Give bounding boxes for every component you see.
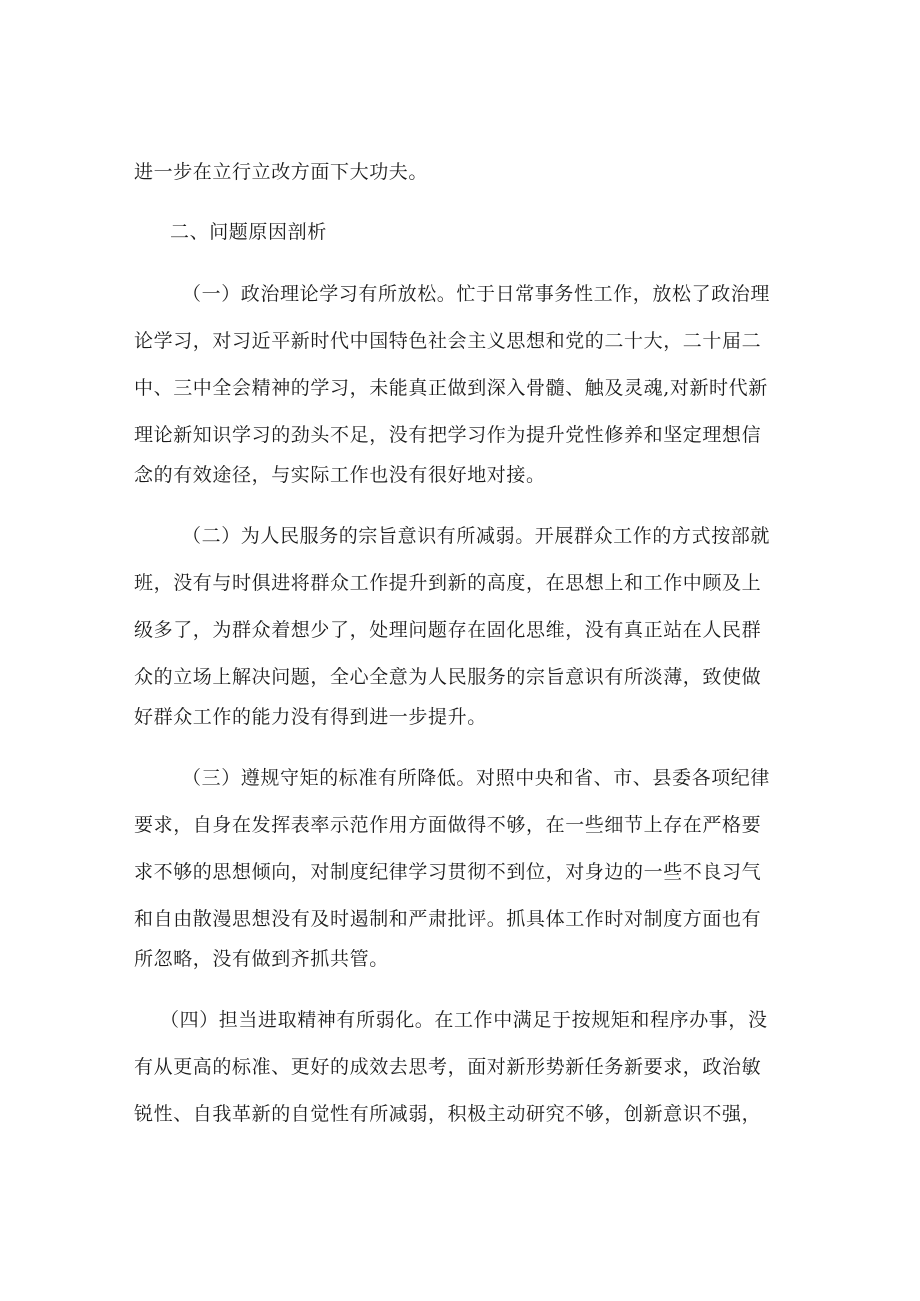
- paragraph-1-line-2: 论学习，对习近平新时代中国特色社会主义思想和党的二十大，二十届二: [134, 330, 762, 352]
- paragraph-3-line-5: 所忽略，没有做到齐抓共管。: [134, 948, 389, 970]
- paragraph-3-line-4: 和自由散漫思想没有及时遏制和严肃批评。抓具体工作时对制度方面也有: [134, 908, 762, 930]
- paragraph-4-line-3: 锐性、自我革新的自觉性有所减弱，积极主动研究不够，创新意识不强，: [134, 1103, 762, 1125]
- paragraph-4-line-1: （四）担当进取精神有所弱化。在工作中满足于按规矩和程序办事，没: [160, 1009, 768, 1031]
- paragraph-3-line-1: （三）遵规守矩的标准有所降低。对照中央和省、市、县委各项纪律: [182, 767, 771, 789]
- paragraph-2-line-3: 级多了，为群众着想少了，处理问题存在固化思维，没有真正站在人民群: [134, 619, 762, 641]
- paragraph-3-line-3: 求不够的思想倾向，对制度纪律学习贯彻不到位，对身边的一些不良习气: [134, 861, 762, 883]
- paragraph-2-line-1: （二）为人民服务的宗旨意识有所减弱。开展群众工作的方式按部就: [182, 525, 771, 547]
- paragraph-2-line-2: 班，没有与时俱进将群众工作提升到新的高度，在思想上和工作中顾及上: [134, 572, 762, 594]
- section-heading: 二、问题原因剖析: [170, 221, 327, 243]
- paragraph-4-line-2: 有从更高的标准、更好的成效去思考，面对新形势新任务新要求，政治敏: [134, 1056, 762, 1078]
- paragraph-1-line-4: 理论新知识学习的劲头不足，没有把学习作为提升党性修养和坚定理想信: [134, 424, 762, 446]
- paragraph-3-line-2: 要求，自身在发挥表率示范作用方面做得不够，在一些细节上存在严格要: [134, 814, 762, 836]
- paragraph-1-line-5: 念的有效途径，与实际工作也没有很好地对接。: [134, 464, 546, 486]
- paragraph-1-line-1: （一）政治理论学习有所放松。忙于日常事务性工作，放松了政治理: [182, 283, 771, 305]
- paragraph-1-line-3: 中、三中全会精神的学习，未能真正做到深入骨髓、触及灵魂,对新时代新: [134, 377, 768, 399]
- paragraph-continuation: 进一步在立行立改方面下大功夫。: [134, 161, 429, 183]
- paragraph-2-line-5: 好群众工作的能力没有得到进一步提升。: [134, 706, 487, 728]
- paragraph-2-line-4: 众的立场上解决问题，全心全意为人民服务的宗旨意识有所淡薄，致使做: [134, 666, 762, 688]
